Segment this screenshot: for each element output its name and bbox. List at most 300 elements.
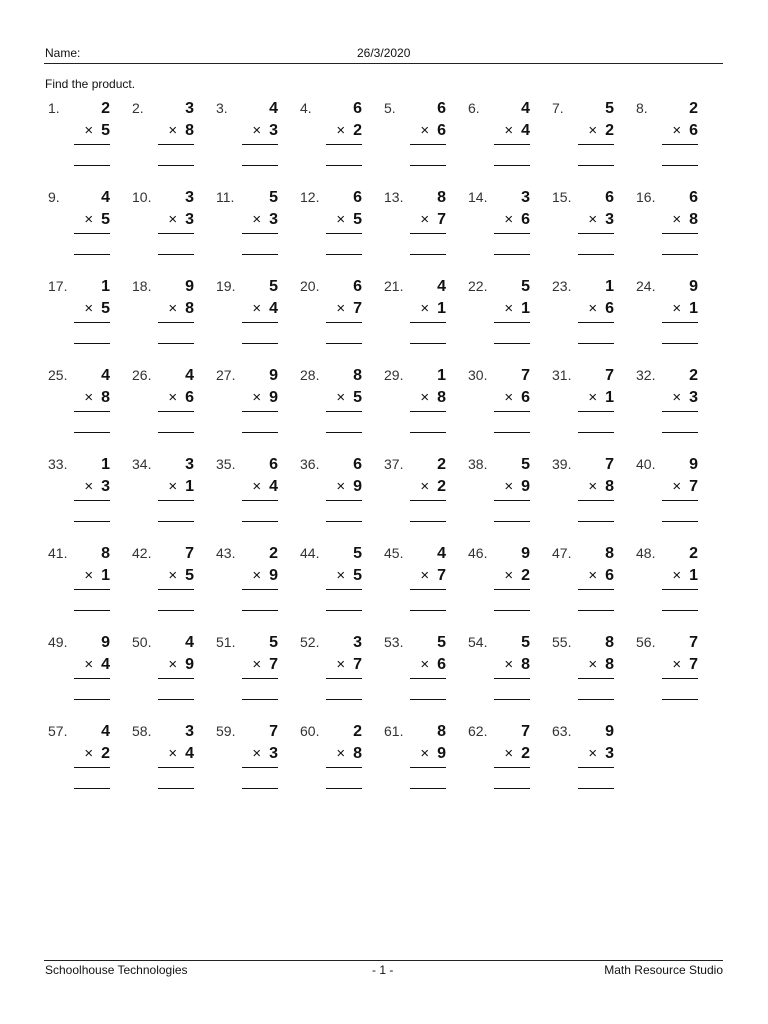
multiplier: 8 xyxy=(185,300,194,317)
multiplicand: 4 xyxy=(437,278,446,295)
answer-line[interactable] xyxy=(74,610,110,611)
multiplier-row xyxy=(70,300,110,318)
times-sign: × xyxy=(336,656,346,673)
product-rule xyxy=(410,589,446,590)
answer-line[interactable] xyxy=(74,521,110,522)
multiplier-row xyxy=(238,211,278,229)
product-rule xyxy=(662,233,698,234)
multiplicand: 2 xyxy=(101,100,110,117)
answer-line[interactable] xyxy=(410,521,446,522)
multiplicand: 4 xyxy=(437,545,446,562)
problem-number: 32. xyxy=(636,367,656,383)
problem-number: 51. xyxy=(216,634,236,650)
multiplier-row xyxy=(406,300,446,318)
product-rule xyxy=(662,144,698,145)
product-rule xyxy=(158,233,194,234)
problem-item xyxy=(300,545,362,615)
problem-number: 9. xyxy=(48,189,60,205)
multiplier: 8 xyxy=(353,745,362,762)
answer-line[interactable] xyxy=(74,254,110,255)
problem-item xyxy=(384,456,446,526)
multiplicand: 8 xyxy=(605,545,614,562)
answer-line[interactable] xyxy=(494,343,530,344)
times-sign: × xyxy=(336,122,346,139)
answer-line[interactable] xyxy=(326,610,362,611)
answer-line[interactable] xyxy=(410,610,446,611)
problem-item xyxy=(132,545,194,615)
multiplier: 9 xyxy=(269,389,278,406)
multiplicand: 9 xyxy=(101,634,110,651)
problem-number: 39. xyxy=(552,456,572,472)
footer-divider xyxy=(44,960,723,961)
times-sign: × xyxy=(168,745,178,762)
times-sign: × xyxy=(504,478,514,495)
multiplier-row xyxy=(322,478,362,496)
problem-number: 30. xyxy=(468,367,488,383)
product-rule xyxy=(578,589,614,590)
times-sign: × xyxy=(84,567,94,584)
multiplier: 6 xyxy=(437,122,446,139)
multiplier-row xyxy=(238,300,278,318)
answer-line[interactable] xyxy=(158,343,194,344)
multiplicand: 3 xyxy=(185,100,194,117)
multiplier: 7 xyxy=(689,478,698,495)
answer-line[interactable] xyxy=(326,165,362,166)
product-rule xyxy=(494,233,530,234)
multiplier: 3 xyxy=(689,389,698,406)
product-rule xyxy=(410,678,446,679)
answer-line[interactable] xyxy=(578,432,614,433)
multiplier-row xyxy=(70,656,110,674)
product-rule xyxy=(578,500,614,501)
problem-item xyxy=(468,634,530,704)
product-rule xyxy=(494,678,530,679)
answer-line[interactable] xyxy=(494,699,530,700)
multiplicand: 6 xyxy=(353,189,362,206)
problem-item xyxy=(384,634,446,704)
times-sign: × xyxy=(84,389,94,406)
problem-item xyxy=(300,189,362,259)
problem-number: 46. xyxy=(468,545,488,561)
multiplicand: 7 xyxy=(689,634,698,651)
multiplicand: 9 xyxy=(689,456,698,473)
answer-line[interactable] xyxy=(662,521,698,522)
multiplier: 3 xyxy=(605,211,614,228)
multiplicand: 5 xyxy=(269,278,278,295)
multiplier: 8 xyxy=(101,389,110,406)
multiplier-row xyxy=(238,478,278,496)
multiplicand: 8 xyxy=(353,367,362,384)
problem-number: 4. xyxy=(300,100,312,116)
answer-line[interactable] xyxy=(326,521,362,522)
answer-line[interactable] xyxy=(662,254,698,255)
multiplier-row xyxy=(658,656,698,674)
problem-number: 58. xyxy=(132,723,152,739)
problem-item xyxy=(636,456,698,526)
product-rule xyxy=(74,500,110,501)
answer-line[interactable] xyxy=(578,254,614,255)
answer-line[interactable] xyxy=(158,699,194,700)
multiplier: 8 xyxy=(437,389,446,406)
problem-item xyxy=(636,545,698,615)
times-sign: × xyxy=(84,211,94,228)
problem-item xyxy=(132,723,194,793)
answer-line[interactable] xyxy=(326,788,362,789)
problem-number: 15. xyxy=(552,189,572,205)
product-rule xyxy=(578,411,614,412)
product-rule xyxy=(494,411,530,412)
problem-item xyxy=(552,100,614,170)
multiplier: 7 xyxy=(689,656,698,673)
answer-line[interactable] xyxy=(74,788,110,789)
product-rule xyxy=(158,678,194,679)
multiplicand: 6 xyxy=(353,278,362,295)
answer-line[interactable] xyxy=(662,343,698,344)
multiplier: 3 xyxy=(605,745,614,762)
problem-number: 2. xyxy=(132,100,144,116)
multiplier-row xyxy=(154,478,194,496)
answer-line[interactable] xyxy=(74,432,110,433)
answer-line[interactable] xyxy=(326,254,362,255)
multiplier-row xyxy=(322,745,362,763)
multiplicand: 5 xyxy=(605,100,614,117)
answer-line[interactable] xyxy=(494,521,530,522)
times-sign: × xyxy=(672,567,682,584)
answer-line[interactable] xyxy=(158,432,194,433)
times-sign: × xyxy=(420,567,430,584)
times-sign: × xyxy=(252,122,262,139)
multiplier-row xyxy=(238,122,278,140)
problem-number: 5. xyxy=(384,100,396,116)
answer-line[interactable] xyxy=(158,610,194,611)
problem-item xyxy=(384,545,446,615)
multiplicand: 1 xyxy=(101,456,110,473)
times-sign: × xyxy=(168,478,178,495)
header-divider xyxy=(44,63,723,64)
multiplier: 3 xyxy=(185,211,194,228)
problem-item xyxy=(384,367,446,437)
times-sign: × xyxy=(336,300,346,317)
problem-item xyxy=(216,100,278,170)
times-sign: × xyxy=(84,656,94,673)
answer-line[interactable] xyxy=(158,165,194,166)
problem-item xyxy=(468,367,530,437)
multiplier: 2 xyxy=(521,567,530,584)
multiplier: 6 xyxy=(605,300,614,317)
multiplier: 3 xyxy=(101,478,110,495)
multiplier: 9 xyxy=(437,745,446,762)
problem-number: 41. xyxy=(48,545,68,561)
problem-item xyxy=(300,278,362,348)
multiplicand: 4 xyxy=(185,634,194,651)
multiplier: 7 xyxy=(437,211,446,228)
multiplier-row xyxy=(658,389,698,407)
times-sign: × xyxy=(84,300,94,317)
multiplier-row xyxy=(154,122,194,140)
answer-line[interactable] xyxy=(578,165,614,166)
problem-number: 56. xyxy=(636,634,656,650)
multiplier: 6 xyxy=(521,389,530,406)
problem-item xyxy=(636,634,698,704)
answer-line[interactable] xyxy=(158,521,194,522)
multiplier-row xyxy=(322,211,362,229)
instruction-text: Find the product. xyxy=(45,77,136,91)
answer-line[interactable] xyxy=(578,343,614,344)
multiplier: 5 xyxy=(101,122,110,139)
times-sign: × xyxy=(672,211,682,228)
multiplier-row xyxy=(406,745,446,763)
problem-number: 47. xyxy=(552,545,572,561)
multiplicand: 9 xyxy=(605,723,614,740)
answer-line[interactable] xyxy=(662,165,698,166)
problem-item xyxy=(636,367,698,437)
multiplier: 4 xyxy=(101,656,110,673)
answer-line[interactable] xyxy=(578,699,614,700)
times-sign: × xyxy=(672,478,682,495)
multiplier-row xyxy=(574,300,614,318)
problem-number: 53. xyxy=(384,634,404,650)
problem-number: 20. xyxy=(300,278,320,294)
answer-line[interactable] xyxy=(410,343,446,344)
problem-number: 22. xyxy=(468,278,488,294)
multiplier-row xyxy=(574,567,614,585)
problem-item xyxy=(300,723,362,793)
multiplier: 1 xyxy=(521,300,530,317)
problem-item xyxy=(468,545,530,615)
multiplier-row xyxy=(490,122,530,140)
times-sign: × xyxy=(672,122,682,139)
problem-item xyxy=(132,278,194,348)
answer-line[interactable] xyxy=(578,521,614,522)
answer-line[interactable] xyxy=(662,610,698,611)
problem-number: 25. xyxy=(48,367,68,383)
product-rule xyxy=(326,233,362,234)
product-rule xyxy=(662,411,698,412)
multiplier-row xyxy=(238,567,278,585)
multiplier: 8 xyxy=(605,656,614,673)
product-rule xyxy=(578,322,614,323)
answer-line[interactable] xyxy=(242,788,278,789)
product-rule xyxy=(662,589,698,590)
problem-item xyxy=(132,634,194,704)
multiplicand: 7 xyxy=(521,723,530,740)
multiplicand: 5 xyxy=(521,634,530,651)
answer-line[interactable] xyxy=(326,343,362,344)
product-rule xyxy=(578,767,614,768)
problem-item xyxy=(216,278,278,348)
multiplier: 1 xyxy=(689,567,698,584)
multiplier-row xyxy=(658,211,698,229)
multiplicand: 9 xyxy=(185,278,194,295)
multiplicand: 5 xyxy=(269,189,278,206)
multiplier: 9 xyxy=(269,567,278,584)
product-rule xyxy=(410,500,446,501)
problem-item xyxy=(48,634,110,704)
multiplicand: 4 xyxy=(521,100,530,117)
times-sign: × xyxy=(672,300,682,317)
multiplicand: 2 xyxy=(689,367,698,384)
multiplicand: 4 xyxy=(269,100,278,117)
times-sign: × xyxy=(588,478,598,495)
multiplier-row xyxy=(238,656,278,674)
multiplier: 1 xyxy=(689,300,698,317)
product-rule xyxy=(662,500,698,501)
multiplier-row xyxy=(70,389,110,407)
answer-line[interactable] xyxy=(242,521,278,522)
problem-item xyxy=(468,456,530,526)
multiplicand: 6 xyxy=(353,100,362,117)
problem-number: 57. xyxy=(48,723,68,739)
multiplier: 8 xyxy=(521,656,530,673)
multiplicand: 6 xyxy=(605,189,614,206)
multiplier: 3 xyxy=(269,745,278,762)
multiplier: 2 xyxy=(353,122,362,139)
product-rule xyxy=(74,767,110,768)
problem-number: 48. xyxy=(636,545,656,561)
product-rule xyxy=(326,678,362,679)
problem-number: 10. xyxy=(132,189,152,205)
answer-line[interactable] xyxy=(578,788,614,789)
answer-line[interactable] xyxy=(578,610,614,611)
product-rule xyxy=(158,589,194,590)
multiplier-row xyxy=(406,567,446,585)
multiplicand: 9 xyxy=(269,367,278,384)
multiplier: 7 xyxy=(437,567,446,584)
problem-number: 36. xyxy=(300,456,320,472)
multiplicand: 3 xyxy=(521,189,530,206)
answer-line[interactable] xyxy=(326,432,362,433)
times-sign: × xyxy=(252,478,262,495)
problem-item xyxy=(552,634,614,704)
answer-line[interactable] xyxy=(662,699,698,700)
answer-line[interactable] xyxy=(410,432,446,433)
problem-number: 44. xyxy=(300,545,320,561)
answer-line[interactable] xyxy=(494,788,530,789)
times-sign: × xyxy=(252,567,262,584)
multiplier-row xyxy=(70,567,110,585)
answer-line[interactable] xyxy=(242,610,278,611)
multiplier: 6 xyxy=(437,656,446,673)
multiplier: 6 xyxy=(605,567,614,584)
problem-number: 62. xyxy=(468,723,488,739)
multiplicand: 4 xyxy=(101,723,110,740)
multiplicand: 6 xyxy=(269,456,278,473)
problem-number: 13. xyxy=(384,189,404,205)
multiplicand: 6 xyxy=(689,189,698,206)
multiplier: 7 xyxy=(353,300,362,317)
multiplier-row xyxy=(490,478,530,496)
problem-item xyxy=(48,278,110,348)
multiplier: 5 xyxy=(353,211,362,228)
product-rule xyxy=(410,767,446,768)
multiplicand: 9 xyxy=(689,278,698,295)
multiplier: 7 xyxy=(353,656,362,673)
product-rule xyxy=(242,233,278,234)
answer-line[interactable] xyxy=(74,343,110,344)
multiplicand: 5 xyxy=(521,278,530,295)
multiplicand: 7 xyxy=(605,456,614,473)
multiplicand: 1 xyxy=(605,278,614,295)
answer-line[interactable] xyxy=(242,254,278,255)
times-sign: × xyxy=(504,211,514,228)
problem-item xyxy=(216,634,278,704)
multiplier: 4 xyxy=(269,300,278,317)
answer-line[interactable] xyxy=(410,788,446,789)
problem-item xyxy=(384,100,446,170)
multiplicand: 8 xyxy=(437,189,446,206)
footer-page-number: - 1 - xyxy=(372,963,394,977)
multiplier-row xyxy=(658,478,698,496)
answer-line[interactable] xyxy=(494,165,530,166)
multiplier: 6 xyxy=(689,122,698,139)
times-sign: × xyxy=(336,389,346,406)
product-rule xyxy=(326,411,362,412)
times-sign: × xyxy=(504,122,514,139)
answer-line[interactable] xyxy=(158,254,194,255)
times-sign: × xyxy=(252,211,262,228)
answer-line[interactable] xyxy=(410,165,446,166)
answer-line[interactable] xyxy=(494,432,530,433)
multiplier: 8 xyxy=(185,122,194,139)
answer-line[interactable] xyxy=(242,165,278,166)
multiplier-row xyxy=(406,656,446,674)
answer-line[interactable] xyxy=(662,432,698,433)
product-rule xyxy=(326,589,362,590)
answer-line[interactable] xyxy=(326,699,362,700)
multiplier-row xyxy=(70,211,110,229)
answer-line[interactable] xyxy=(74,699,110,700)
product-rule xyxy=(158,411,194,412)
multiplier-row xyxy=(154,300,194,318)
times-sign: × xyxy=(420,389,430,406)
answer-line[interactable] xyxy=(74,165,110,166)
answer-line[interactable] xyxy=(494,610,530,611)
problem-item xyxy=(636,100,698,170)
problem-item xyxy=(132,189,194,259)
answer-line[interactable] xyxy=(494,254,530,255)
problem-item xyxy=(300,367,362,437)
multiplier-row xyxy=(574,389,614,407)
problem-number: 11. xyxy=(216,189,235,205)
times-sign: × xyxy=(504,656,514,673)
problem-number: 54. xyxy=(468,634,488,650)
multiplicand: 2 xyxy=(353,723,362,740)
problem-item xyxy=(216,189,278,259)
product-rule xyxy=(410,144,446,145)
answer-line[interactable] xyxy=(242,432,278,433)
multiplier-row xyxy=(406,211,446,229)
multiplier-row xyxy=(574,122,614,140)
times-sign: × xyxy=(168,389,178,406)
multiplier-row xyxy=(658,567,698,585)
multiplier-row xyxy=(574,656,614,674)
multiplicand: 3 xyxy=(353,634,362,651)
problem-item xyxy=(636,189,698,259)
answer-line[interactable] xyxy=(242,343,278,344)
problem-number: 34. xyxy=(132,456,152,472)
answer-line[interactable] xyxy=(242,699,278,700)
problem-item xyxy=(552,367,614,437)
product-rule xyxy=(158,144,194,145)
answer-line[interactable] xyxy=(410,254,446,255)
problem-number: 45. xyxy=(384,545,404,561)
answer-line[interactable] xyxy=(158,788,194,789)
problem-number: 3. xyxy=(216,100,228,116)
problem-number: 16. xyxy=(636,189,656,205)
answer-line[interactable] xyxy=(410,699,446,700)
times-sign: × xyxy=(588,389,598,406)
problem-number: 12. xyxy=(300,189,320,205)
